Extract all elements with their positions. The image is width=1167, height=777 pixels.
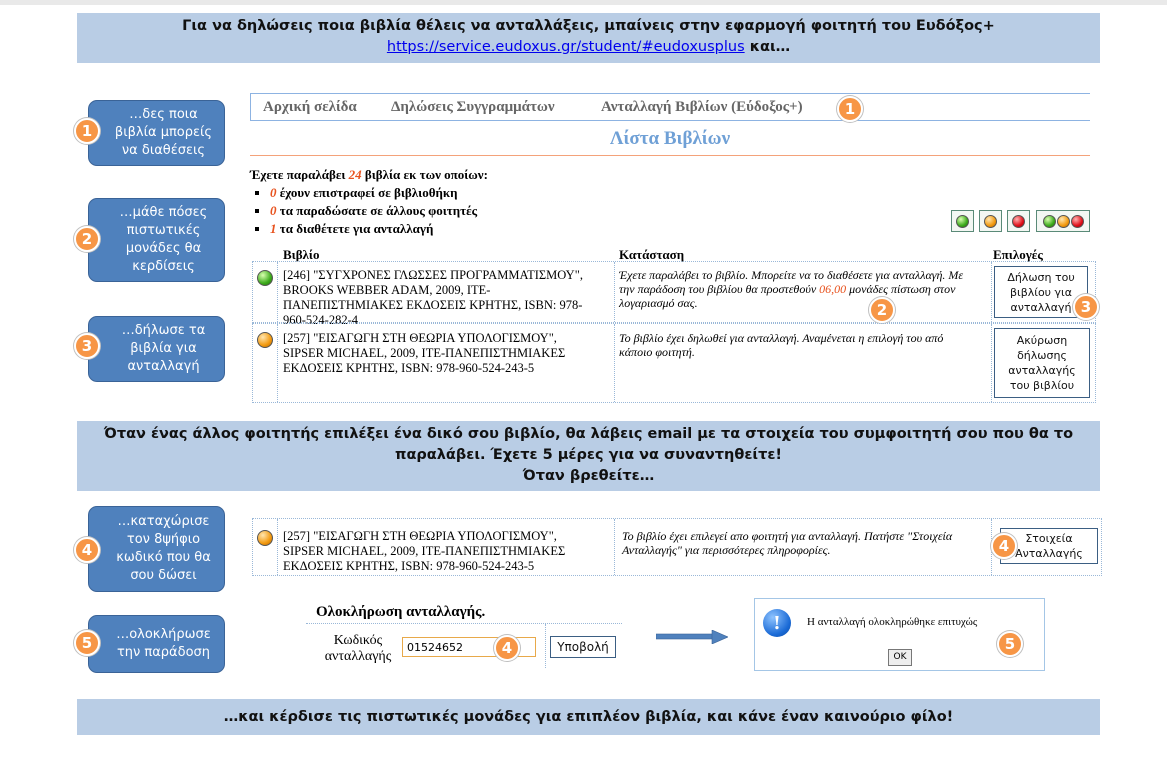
col-header-book: Βιβλίο bbox=[283, 247, 320, 262]
step-box-1 bbox=[88, 100, 225, 166]
step-badge-3: 3 bbox=[74, 333, 100, 359]
info-icon: ! bbox=[763, 609, 791, 637]
book-title: [246] "ΣΥΓΧΡΟΝΕΣ ΓΛΩΣΣΕΣ ΠΡΟΓΡΑΜΜΑΤΙΣΜΟΥ", BROOKS WEBBER ADAM, 2009, ΙΤΕ-ΠΑΝΕΠΙΣΤΗΜΙΑΚΕΣ ΕΚΔΟΣΕΙΣ ΚΡΗΤΗΣ, ISBN: 978-960-524-282-4 bbox=[283, 268, 583, 327]
page-title: Λίστα Βιβλίων bbox=[609, 128, 731, 149]
filter-green[interactable] bbox=[951, 210, 974, 232]
title-divider bbox=[250, 155, 1090, 156]
right-arrow-icon bbox=[656, 630, 728, 644]
middle-banner-line3: Όταν βρεθείτε… bbox=[522, 468, 655, 484]
code-label: Κωδικός ανταλλαγής bbox=[324, 633, 392, 664]
main-nav bbox=[250, 93, 1090, 121]
top-banner-text: Για να δηλώσεις ποια βιβλία θέλεις να ανταλλάξεις, μπαίνεις στην εφαρμογή φοιτητή του Ευδόξος+ bbox=[182, 18, 995, 34]
bottom-banner: …και κέρδισε τις πιστωτικές μονάδες για επιπλέον βιβλία, και κάνε έναν καινούριο φίλο! bbox=[77, 699, 1100, 735]
nav-exchange[interactable]: Ανταλλαγή Βιβλίων (Εύδοξος+) bbox=[601, 99, 803, 115]
eudoxus-link[interactable]: https://service.eudoxus.gr/student/#eudoxusplus bbox=[386, 39, 745, 55]
red-dot-icon bbox=[1012, 215, 1025, 228]
step-badge-1: 1 bbox=[74, 118, 100, 144]
col-header-options: Επιλογές bbox=[993, 247, 1043, 262]
nav-badge-1: 1 bbox=[837, 96, 863, 122]
step-text-2: …μάθε πόσες πιστωτικές μονάδες θα κερδίσεις bbox=[119, 205, 208, 274]
step-box-5 bbox=[88, 615, 225, 673]
dialog-badge-5: 5 bbox=[997, 631, 1023, 657]
status-green-icon bbox=[257, 270, 273, 286]
col-header-status: Κατάσταση bbox=[619, 247, 685, 262]
top-edge-line bbox=[0, 0, 1167, 5]
step-box-2 bbox=[88, 198, 225, 282]
top-banner bbox=[77, 13, 1100, 63]
available-item: ▪ 1 τα διαθέτετε για ανταλλαγή bbox=[270, 220, 488, 238]
book-status: Το βιβλίο έχει επιλεγεί απο φοιτητή για ανταλλαγή. Πατήστε "Στοιχεία Ανταλλαγής" για περισσότερες πληροφορίες. bbox=[622, 529, 953, 557]
top-banner-tail: και… bbox=[744, 39, 791, 55]
received-count: 24 bbox=[348, 167, 362, 182]
middle-banner-line2: παραλάβει. Έχετε 5 μέρες για να συναντηθείτε! bbox=[394, 447, 783, 463]
filter-orange[interactable] bbox=[979, 210, 1002, 232]
ok-button[interactable]: OK bbox=[888, 649, 912, 666]
code-badge-4: 4 bbox=[494, 635, 520, 661]
cancel-exchange-button[interactable]: Ακύρωση δήλωσης ανταλλαγής του βιβλίου bbox=[994, 328, 1090, 398]
step-text-1: …δες ποια βιβλία μπορείς να διαθέσεις bbox=[114, 107, 213, 158]
step-badge-5: 5 bbox=[74, 630, 100, 656]
button-badge-3: 3 bbox=[1073, 294, 1099, 320]
given-item: ▪ 0 τα παραδώσατε σε άλλους φοιτητές bbox=[270, 202, 488, 220]
credits-value: 06,00 bbox=[819, 282, 847, 296]
status-orange-icon bbox=[257, 332, 273, 348]
summary-intro-a: Έχετε παραλάβει bbox=[250, 167, 349, 182]
green-dot-icon bbox=[1043, 215, 1056, 228]
exchange-details-button[interactable]: Στοιχεία Ανταλλαγής bbox=[1000, 528, 1098, 564]
step-text-3: …δήλωσε τα βιβλία για ανταλλαγή bbox=[121, 323, 206, 374]
nav-home[interactable]: Αρχική σελίδα bbox=[263, 99, 357, 115]
submit-button[interactable]: Υποβολή bbox=[550, 636, 616, 658]
step-badge-4: 4 bbox=[74, 537, 100, 563]
step-text-4: …καταχώρισε τον 8ψήφιο κωδικό που θα σου δώσει bbox=[116, 514, 211, 583]
book-title: [257] "ΕΙΣΑΓΩΓΗ ΣΤΗ ΘΕΩΡΙΑ ΥΠΟΛΟΓΙΣΜΟΥ", SIPSER MICHAEL, 2009, ΙΤΕ-ΠΑΝΕΠΙΣΤΗΜΙΑΚΕΣ ΕΚΔΟΣΕΙΣ ΚΡΗΤΗΣ, ISBN: 978-960-524-243-5 bbox=[283, 331, 566, 375]
completion-title: Ολοκλήρωση ανταλλαγής. bbox=[316, 604, 486, 620]
step-box-3 bbox=[88, 316, 225, 382]
book-status: Το βιβλίο έχει δηλωθεί για ανταλλαγή. Αναμένεται η επιλογή του από κάποιο φοιτητή. bbox=[619, 331, 944, 359]
filter-all[interactable] bbox=[1036, 210, 1090, 232]
step-badge-2: 2 bbox=[74, 226, 100, 252]
middle-banner bbox=[77, 421, 1100, 491]
returned-item: ▪ 0 έχουν επιστραφεί σε βιβλιοθήκη bbox=[270, 184, 488, 202]
red-dot-icon bbox=[1071, 215, 1084, 228]
book-status: Έχετε παραλάβει το βιβλίο. Μπορείτε να το διαθέσετε για ανταλλαγή. Με την παράδοση του βιβλίου θα προστεθούν 06,00 μονάδες πίστωση στον λογαριασμό σας. bbox=[619, 268, 964, 310]
middle-banner-line1: Όταν ένας άλλος φοιτητής επιλέξει ένα δικό σου βιβλίο, θα λάβεις email με τα στοιχεία του συμφοιτητή σου που θα το bbox=[103, 426, 1074, 442]
status-orange-icon bbox=[257, 530, 273, 546]
summary-block bbox=[250, 166, 488, 238]
summary-intro-b: βιβλία εκ των οποίων: bbox=[361, 167, 488, 182]
step-box-4 bbox=[88, 506, 225, 592]
green-dot-icon bbox=[956, 215, 969, 228]
step-text-5: …ολοκλήρωσε την παράδοση bbox=[116, 627, 211, 660]
orange-dot-icon bbox=[1057, 215, 1070, 228]
nav-declarations[interactable]: Δηλώσεις Συγγραμμάτων bbox=[391, 99, 555, 115]
credits-badge-2: 2 bbox=[869, 297, 895, 323]
orange-dot-icon bbox=[984, 215, 997, 228]
book-title: [257] "ΕΙΣΑΓΩΓΗ ΣΤΗ ΘΕΩΡΙΑ ΥΠΟΛΟΓΙΣΜΟΥ", SIPSER MICHAEL, 2009, ΙΤΕ-ΠΑΝΕΠΙΣΤΗΜΙΑΚΕΣ ΕΚΔΟΣΕΙΣ ΚΡΗΤΗΣ, ISBN: 978-960-524-243-5 bbox=[283, 529, 566, 573]
declare-exchange-button[interactable]: Δήλωση του βιβλίου για ανταλλαγή bbox=[994, 266, 1088, 318]
details-badge-4: 4 bbox=[991, 533, 1017, 559]
filter-red[interactable] bbox=[1007, 210, 1030, 232]
dialog-message: Η ανταλλαγή ολοκληρώθηκε επιτυχώς bbox=[807, 616, 978, 628]
